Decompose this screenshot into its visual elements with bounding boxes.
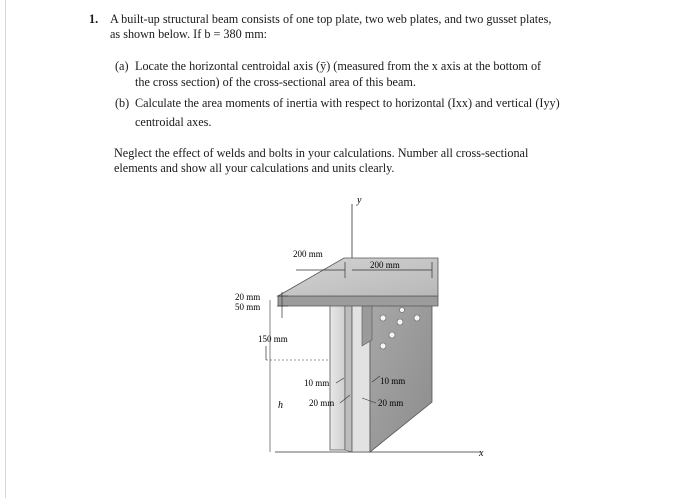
left-web-plate-side [345,296,352,452]
part-a-line-1: Locate the horizontal centroidal axis (ȳ) (measured from the x axis at the bottom of [135,59,542,73]
problem-statement-line-1: A built-up structural beam consists of one top plate, two web plates, and two gusset plates, [110,12,552,26]
dim-web-offset: 150 mm [258,334,288,344]
left-web-plate [330,300,345,450]
dim-web-left: 10 mm [304,378,330,388]
part-b-line-1: Calculate the area moments of inertia with respect to horizontal (Ixx) and vertical (Iyy) [135,96,560,110]
dim-gusset-left: 20 mm [309,398,335,408]
dim-top-right: 200 mm [370,260,400,270]
bolt-icon [414,315,420,321]
x-axis-label: x [479,448,484,459]
part-a-line-2: the cross section) of the cross-sectional area of this beam. [135,75,416,89]
bolt-icon [400,308,405,313]
dim-gusset-right: 20 mm [378,398,404,408]
part-a-label: (a) [115,59,129,73]
top-plate-edge [278,296,438,306]
dim-web-right: 10 mm [380,376,406,386]
dim-gusset-height: 50 mm [235,302,261,312]
bolt-icon [397,319,403,325]
dim-top-left: 200 mm [293,249,323,259]
dim-plate-thickness: 20 mm [235,292,261,302]
bolt-icon [380,343,386,349]
note-line-2: elements and show all your calculations and units clearly. [114,161,395,175]
dim-height-label: h [278,400,283,411]
part-b-line-2: centroidal axes. [135,115,212,129]
problem-number: 1. [89,12,99,26]
note-line-1: Neglect the effect of welds and bolts in your calculations. Number all cross-sectional [114,146,529,160]
problem-statement-line-2: as shown below. If b = 380 mm: [110,27,268,41]
top-plate [278,258,438,296]
bolt-icon [380,315,386,321]
y-axis-label: y [357,195,362,206]
part-b-label: (b) [115,96,130,110]
bolt-icon [389,332,395,338]
